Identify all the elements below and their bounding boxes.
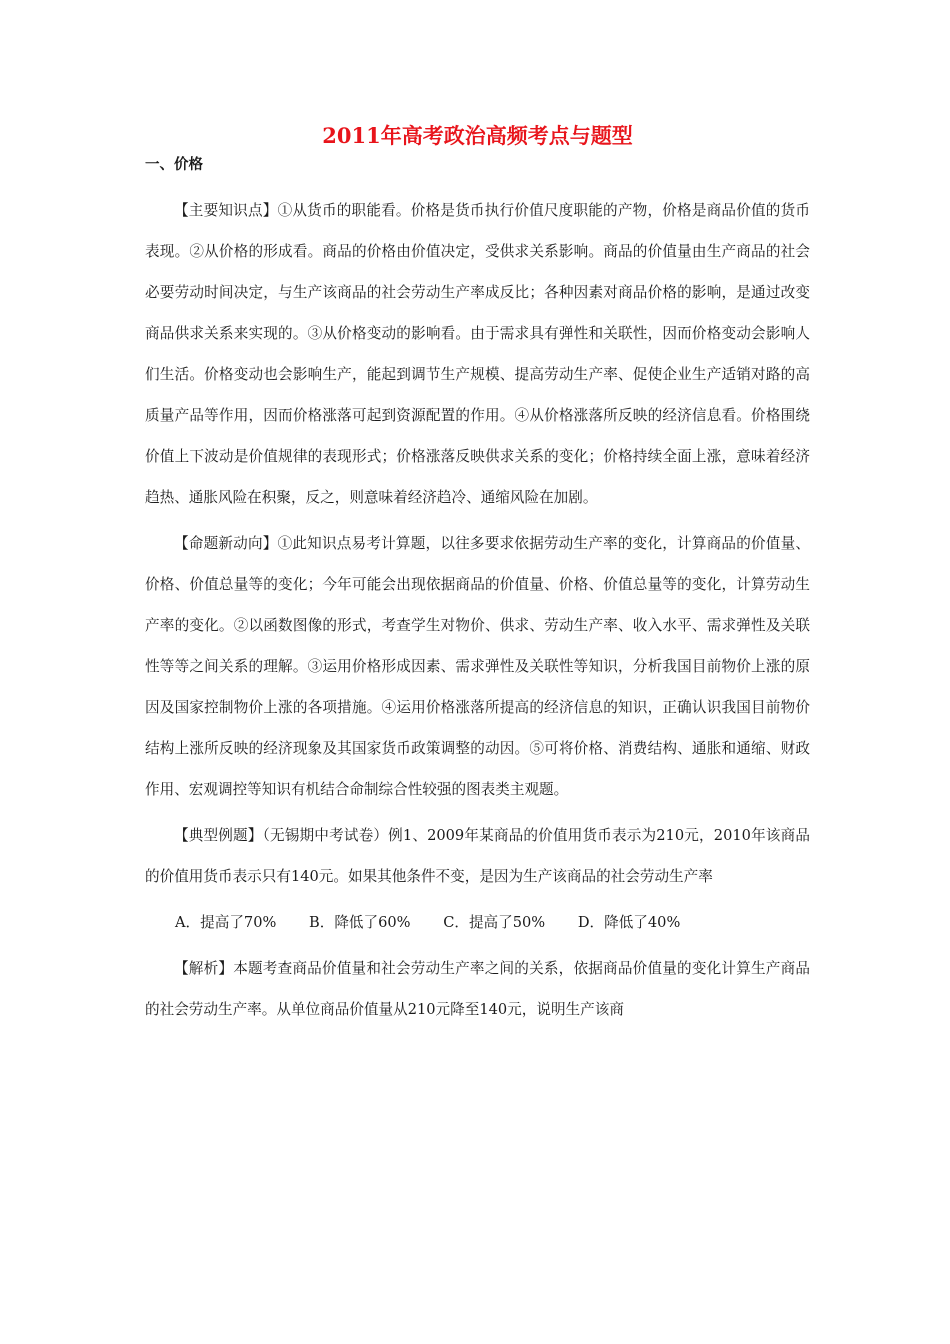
document-title: 2011年高考政治高频考点与题型 — [322, 123, 633, 148]
paragraph-text: ①此知识点易考计算题，以往多要求依据劳动生产率的变化，计算商品的价值量、价格、价值总量等的变化；今年可能会出现依据商品的价值量、价格、价值总量等的变化，计算劳动生产率的变化。②以函数图像的形式，考查学生对物价、供求、劳动生产率、收入水平、需求弹性及关联性等等之间关系的理解。③运用价格形成因素、需求弹性及关联性等知识，分析我国目前物价上涨的原因及国家控制物价上涨的各项措施。④运用价格涨落所提高的经济信息的知识，正确认识我国目前物价结构上涨所反映的经济现象及其国家货币政策调整的动因。⑤可将价格、消费结构、通胀和通缩、财政作用、宏观调控等知识有机结合命制综合性较强的图表类主观题。 — [145, 535, 810, 798]
paragraph-example — [145, 815, 810, 897]
paragraph-new-trends — [145, 523, 810, 810]
option-c: C．提高了50% — [443, 914, 546, 931]
paragraph-label: 【解析】 — [174, 960, 234, 977]
answer-options — [145, 902, 810, 943]
paragraph-analysis — [145, 948, 810, 1030]
option-b: B．降低了60% — [309, 914, 411, 931]
option-d: D．降低了40% — [577, 914, 681, 931]
paragraph-label: 【命题新动向】 — [174, 535, 278, 552]
paragraph-text: ①从货币的职能看。价格是货币执行价值尺度职能的产物，价格是商品价值的货币表现。②从价格的形成看。商品的价格由价值决定，受供求关系影响。商品的价值量由生产商品的社会必要劳动时间决定，与生产该商品的社会劳动生产率成反比；各种因素对商品价格的影响，是通过改变商品供求关系来实现的。③从价格变动的影响看。由于需求具有弹性和关联性，因而价格变动会影响人们生活。价格变动也会影响生产，能起到调节生产规模、提高劳动生产率、促使企业生产适销对路的高质量产品等作用，因而价格涨落可起到资源配置的作用。④从价格涨落所反映的经济信息看。价格围绕价值上下波动是价值规律的表现形式；价格涨落反映供求关系的变化；价格持续全面上涨，意味着经济趋热、通胀风险在积聚，反之，则意味着经济趋冷、通缩风险在加剧。 — [145, 202, 810, 506]
section-heading: 一、价格 — [145, 157, 203, 173]
paragraph-label: 【主要知识点】 — [174, 202, 278, 219]
option-a: A．提高了70% — [175, 914, 277, 931]
paragraph-text: （无锡期中考试卷）例1、2009年某商品的价值用货币表示为210元，2010年该商品的价值用货币表示只有140元。如果其他条件不变，是因为生产该商品的社会劳动生产率 — [145, 827, 810, 885]
paragraph-main-points — [145, 190, 810, 518]
paragraph-label: 【典型例题】 — [174, 827, 263, 844]
paragraph-text: 本题考查商品价值量和社会劳动生产率之间的关系，依据商品价值量的变化计算生产商品的社会劳动生产率。从单位商品价值量从210元降至140元，说明生产该商 — [145, 960, 810, 1018]
document-page — [145, 118, 810, 1030]
